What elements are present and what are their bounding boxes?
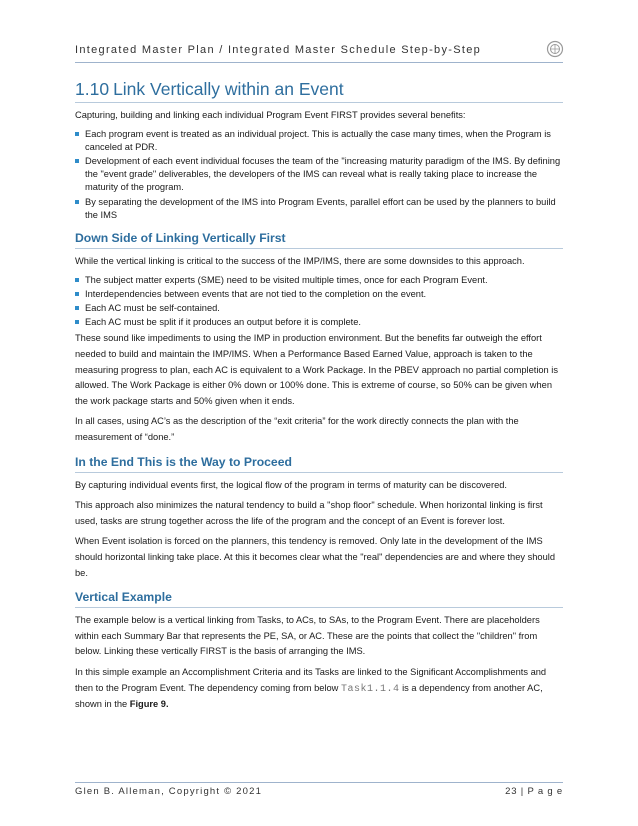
header-rule (75, 62, 563, 63)
list-item: Development of each event individual focuses the team of the "increasing maturity paradigm of the IMS. By defining the "event grade" deliverables, the developers of the IMS can reveal what is really taking place to increase the maturity of the program. (75, 155, 563, 195)
bullet-icon (75, 278, 79, 282)
bullet-icon (75, 200, 79, 204)
benefits-list (75, 128, 563, 222)
end-paragraph-1: By capturing individual events first, the logical flow of the program in terms of maturity can be discovered. (75, 479, 507, 490)
bullet-icon (75, 132, 79, 136)
downside-paragraph-2: In all cases, using AC’s as the description of the “exit criteria” for the work directly connects the plan with the measurement of “done.” (75, 416, 519, 442)
list-item: By separating the development of the IMS into Program Events, parallel effort can be used by the planners to build the IMS (75, 196, 563, 222)
logo-icon (546, 40, 564, 58)
end-paragraph-2: This approach also minimizes the natural tendency to build a "shop floor" schedule. When horizontal linking is first used, tasks are strung together across the life of the program and the concept of an Event is forever lost. (75, 500, 543, 526)
downside-list (75, 274, 563, 330)
list-item: Interdependencies between events that are not tied to the completion on the event. (75, 288, 563, 301)
list-item: The subject matter experts (SME) need to be visited multiple times, once for each Program Event. (75, 274, 563, 287)
running-header: Integrated Master Plan / Integrated Master Schedule Step-by-Step (75, 44, 482, 56)
downside-paragraph-1: These sound like impediments to using the IMP in production environment. But the benefits far outweigh the effort needed to build and maintain the IMP/IMS. When a Performance Based Earned Value, approach is taken to the measuring progress to plan, each AC is equivalent to a Work Package. In the PBEV approach no partial completion is allowed. The Work Package is either 0% down or 100% done. This is extreme of course, so 50% can be given when the work package starts and 50% given when it ends. (75, 333, 559, 406)
downside-intro: While the vertical linking is critical to the success of the IMP/IMS, there are some downsides to this approach. (75, 256, 525, 267)
section-intro: Capturing, building and linking each individual Program Event FIRST provides several benefits: (75, 110, 466, 120)
section-title (75, 78, 563, 103)
vertical-heading: Vertical Example (75, 589, 563, 608)
footer-page-number: 23 | P a g e (505, 786, 563, 797)
section-title-text: Link Vertically within an Event (113, 79, 344, 99)
end-heading: In the End This is the Way to Proceed (75, 454, 563, 473)
list-item: Each AC must be split if it produces an output before it is complete. (75, 316, 563, 329)
page-body (75, 78, 563, 713)
footer-rule (75, 782, 563, 783)
bullet-icon (75, 159, 79, 163)
section-number: 1.10 (75, 79, 110, 99)
footer-copyright: Glen B. Alleman, Copyright © 2021 (75, 786, 263, 797)
task-code: Task1.1.4 (340, 683, 400, 695)
list-item: Each AC must be self-contained. (75, 302, 563, 315)
bullet-icon (75, 306, 79, 310)
vertical-paragraph-1: The example below is a vertical linking from Tasks, to ACs, to SAs, to the Program Event. There are placeholders within each Summary Bar that represents the PE, SA, or AC. These are the points that collect the "children" from below. Linking these vertically FIRST is the basis of arranging the IMS. (75, 615, 540, 657)
figure-reference: Figure 9. (129, 699, 169, 710)
bullet-icon (75, 320, 79, 324)
downside-heading: Down Side of Linking Vertically First (75, 230, 563, 249)
end-paragraph-3: When Event isolation is forced on the planners, this tendency is removed. Only late in the development of the IMS should horizontal linking take place. At this it becomes clear what the "real" dependencies are and where they should be. (75, 536, 555, 578)
vertical-paragraph-2: In this simple example an Accomplishment Criteria and its Tasks are linked to the Significant Accomplishments and then to the Program Event. The dependency coming from below Task1.1.4 is a dependency from another AC, shown in the Figure 9. (75, 666, 547, 710)
bullet-icon (75, 292, 79, 296)
list-item: Each program event is treated as an individual project. This is actually the case many times, when the Program is canceled at PDR. (75, 128, 563, 154)
